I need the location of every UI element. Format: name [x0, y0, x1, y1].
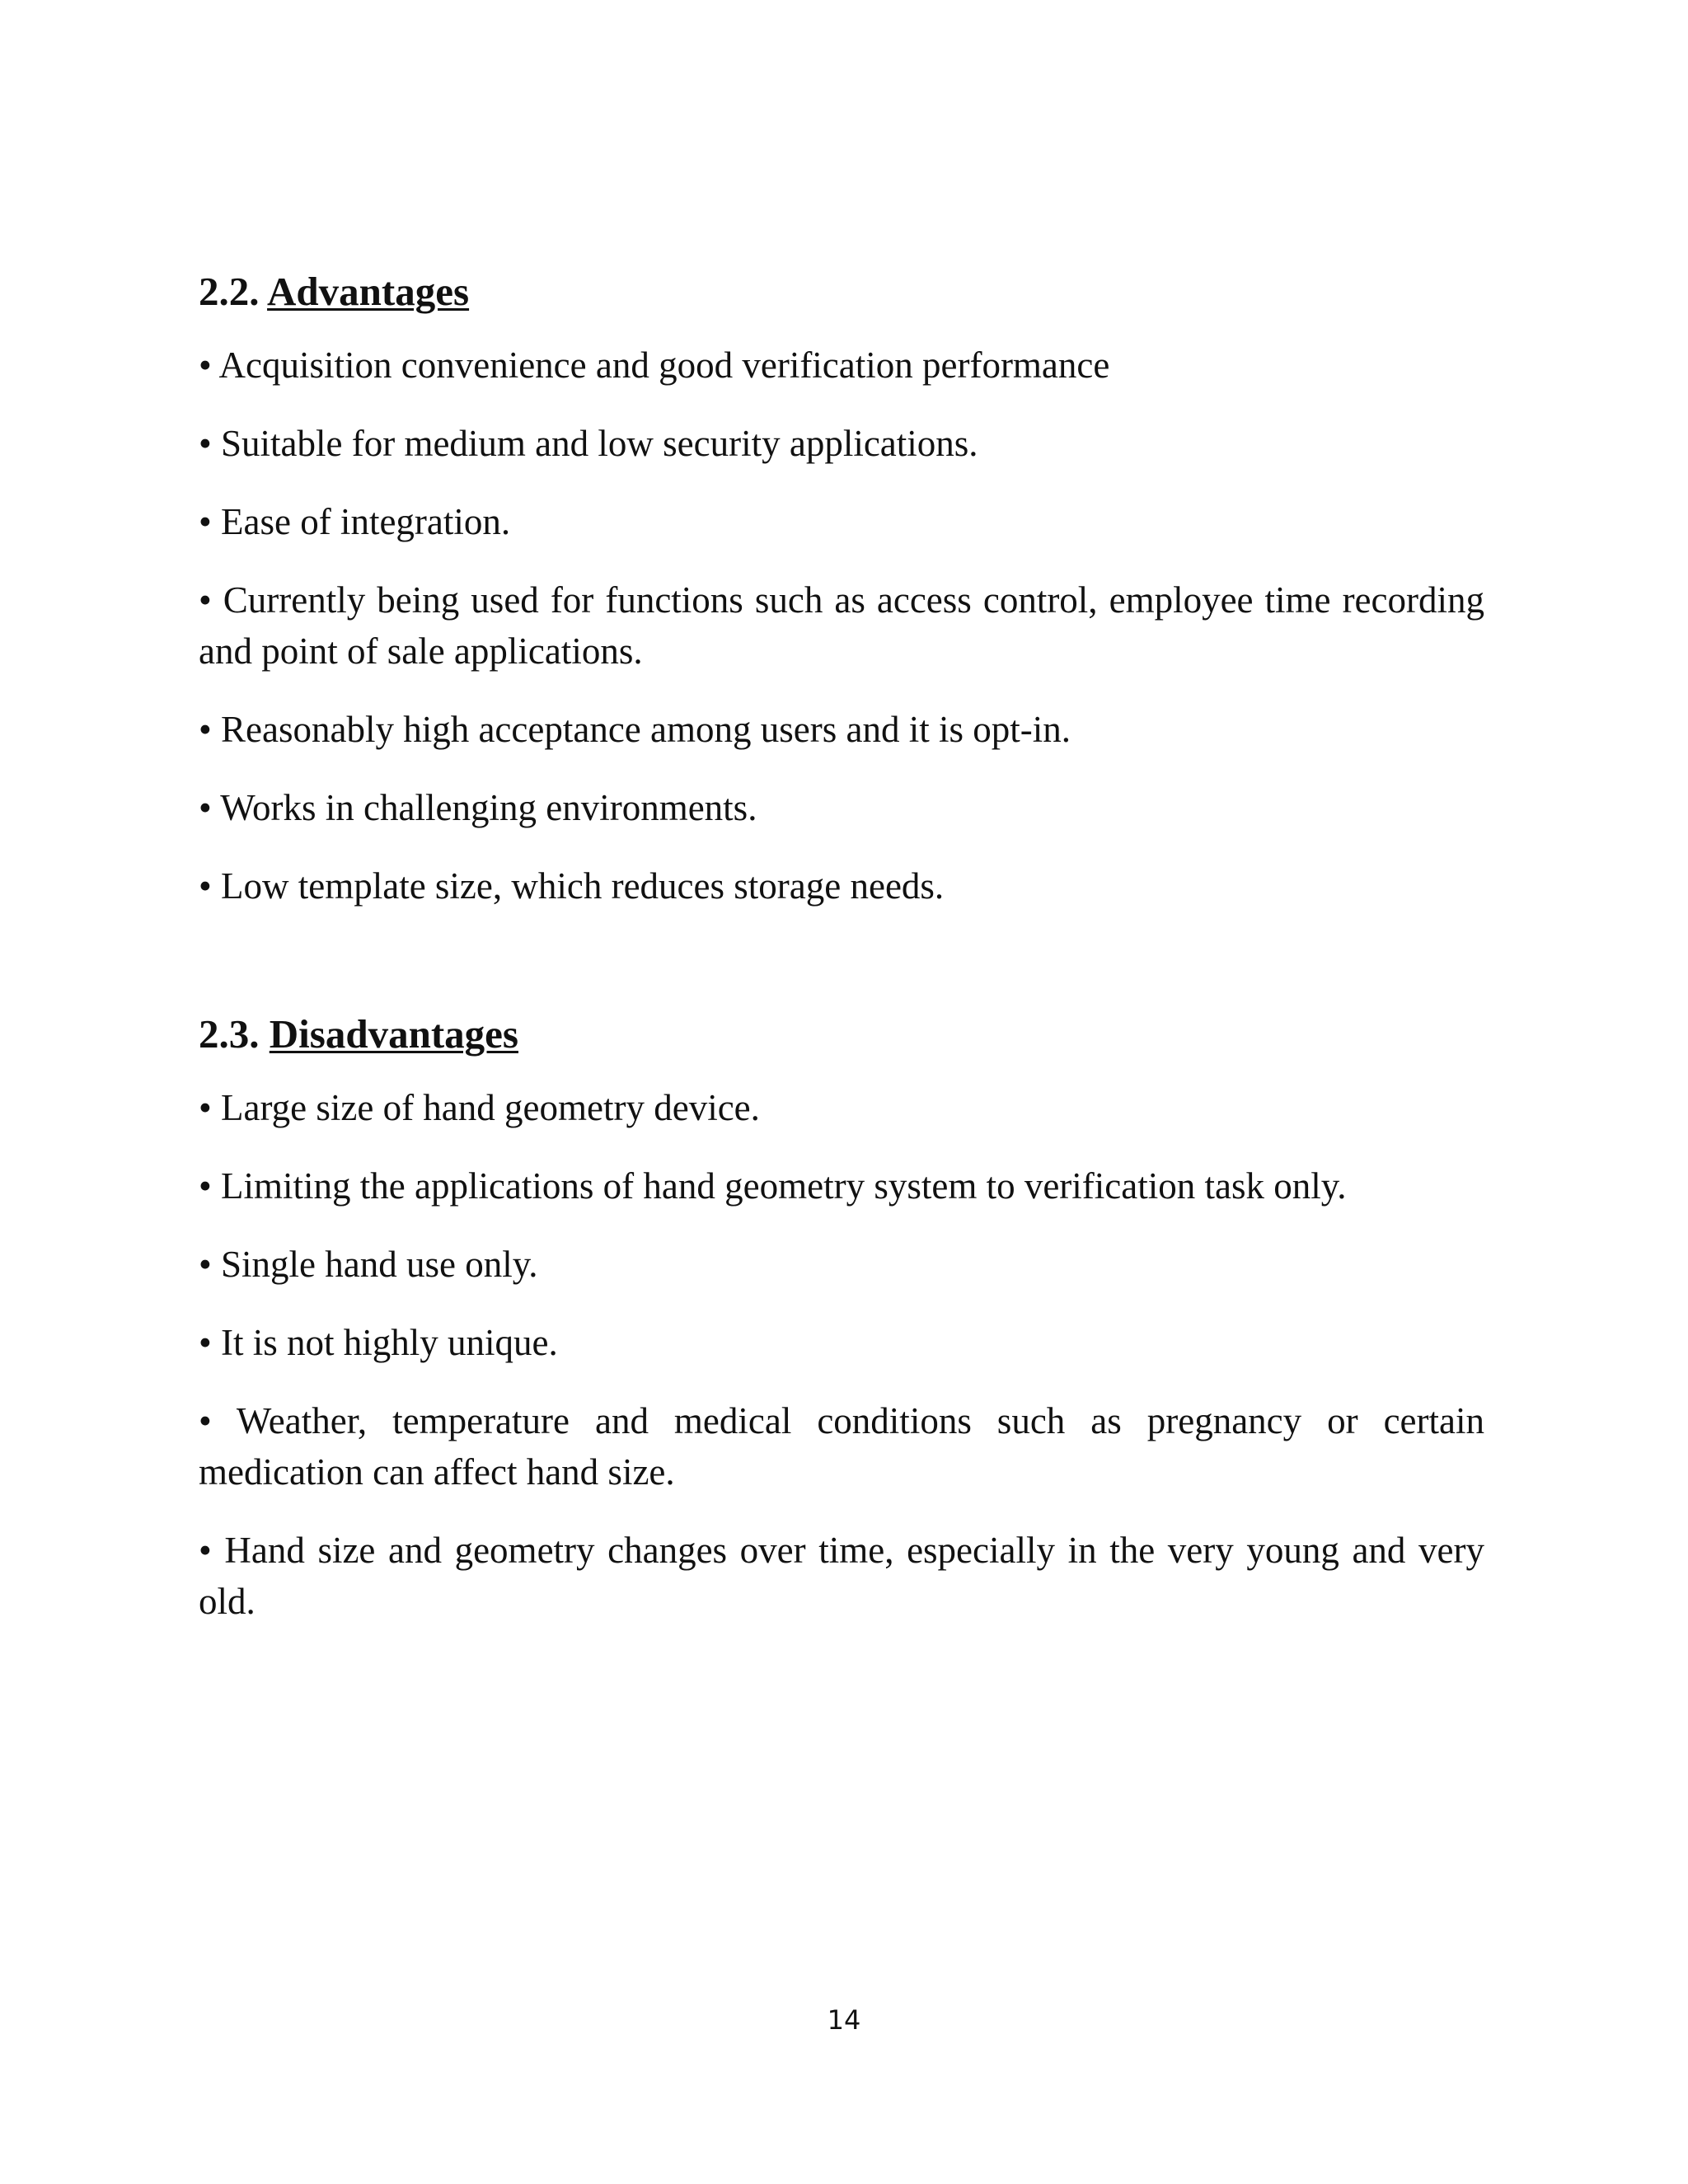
advantage-item: • Ease of integration. — [199, 500, 511, 542]
advantage-item: • Acquisition convenience and good verification performance — [199, 344, 1110, 386]
advantages-list — [199, 340, 1484, 912]
disadvantage-item: • Single hand use only. — [199, 1243, 538, 1285]
disadvantages-section-title: Disadvantages — [269, 1010, 518, 1057]
advantage-item: • Works in challenging environments. — [199, 786, 757, 828]
advantages-section-title: Advantages — [267, 269, 470, 314]
page-content — [199, 268, 1484, 1627]
disadvantages-list — [199, 1082, 1484, 1627]
page-number: 14 — [827, 2004, 861, 2036]
advantages-section-number: 2.2. — [199, 269, 260, 314]
advantage-item: • Reasonably high acceptance among users and it is opt-in. — [199, 708, 1071, 750]
disadvantage-item: • It is not highly unique. — [199, 1321, 558, 1363]
advantage-item: • Suitable for medium and low security applications. — [199, 422, 978, 464]
disadvantage-item: • Hand size and geometry changes over time, especially in the very young and very old. — [199, 1529, 1484, 1622]
disadvantage-item: • Limiting the applications of hand geometry system to verification task only. — [199, 1165, 1347, 1207]
advantages-heading — [199, 268, 1484, 316]
disadvantage-item: • Weather, temperature and medical conditions such as pregnancy or certain medication can affect hand size. — [199, 1399, 1484, 1493]
advantage-item: • Low template size, which reduces storage needs. — [199, 865, 945, 907]
disadvantages-section-number: 2.3. — [199, 1010, 260, 1057]
disadvantage-item: • Large size of hand geometry device. — [199, 1086, 760, 1128]
disadvantages-heading — [199, 1010, 1484, 1059]
advantage-item: • Currently being used for functions such as access control, employee time recording and point of sale applications. — [199, 579, 1484, 672]
